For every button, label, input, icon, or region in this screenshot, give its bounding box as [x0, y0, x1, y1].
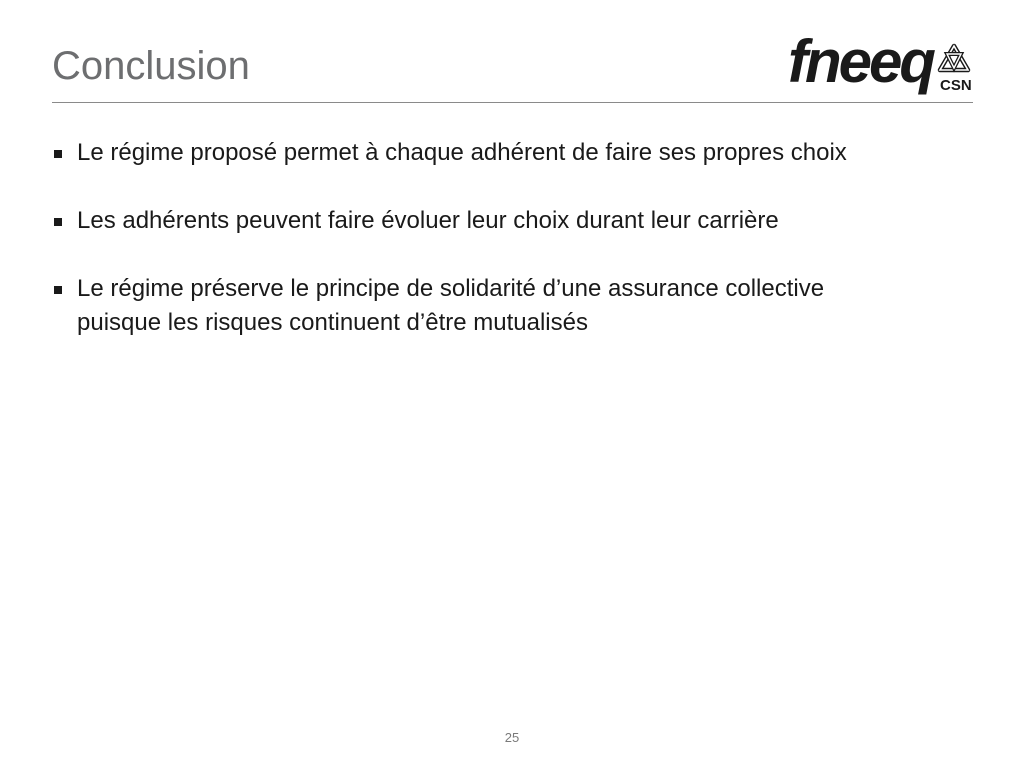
logo-subtext: CSN — [940, 77, 972, 94]
square-bullet-icon — [54, 150, 62, 158]
bullet-text: Le régime préserve le principe de solidarité d’une assurance collective puisque les risques continuent d’être mutualisés — [77, 275, 825, 336]
bullet-list — [52, 136, 852, 374]
csn-knot-icon — [935, 42, 973, 78]
slide-title: Conclusion — [52, 44, 250, 88]
fneeq-logo — [788, 28, 978, 98]
bullet-text: Les adhérents peuvent faire évoluer leur choix durant leur carrière — [77, 207, 779, 234]
square-bullet-icon — [54, 286, 62, 294]
logo-wordmark: fneeq — [788, 28, 934, 95]
square-bullet-icon — [54, 218, 62, 226]
page-number: 25 — [504, 730, 520, 745]
title-divider — [52, 102, 973, 103]
bullet-item — [52, 272, 852, 340]
bullet-text: Le régime proposé permet à chaque adhérent de faire ses propres choix — [77, 139, 847, 166]
bullet-item — [52, 204, 852, 238]
bullet-item — [52, 136, 852, 170]
